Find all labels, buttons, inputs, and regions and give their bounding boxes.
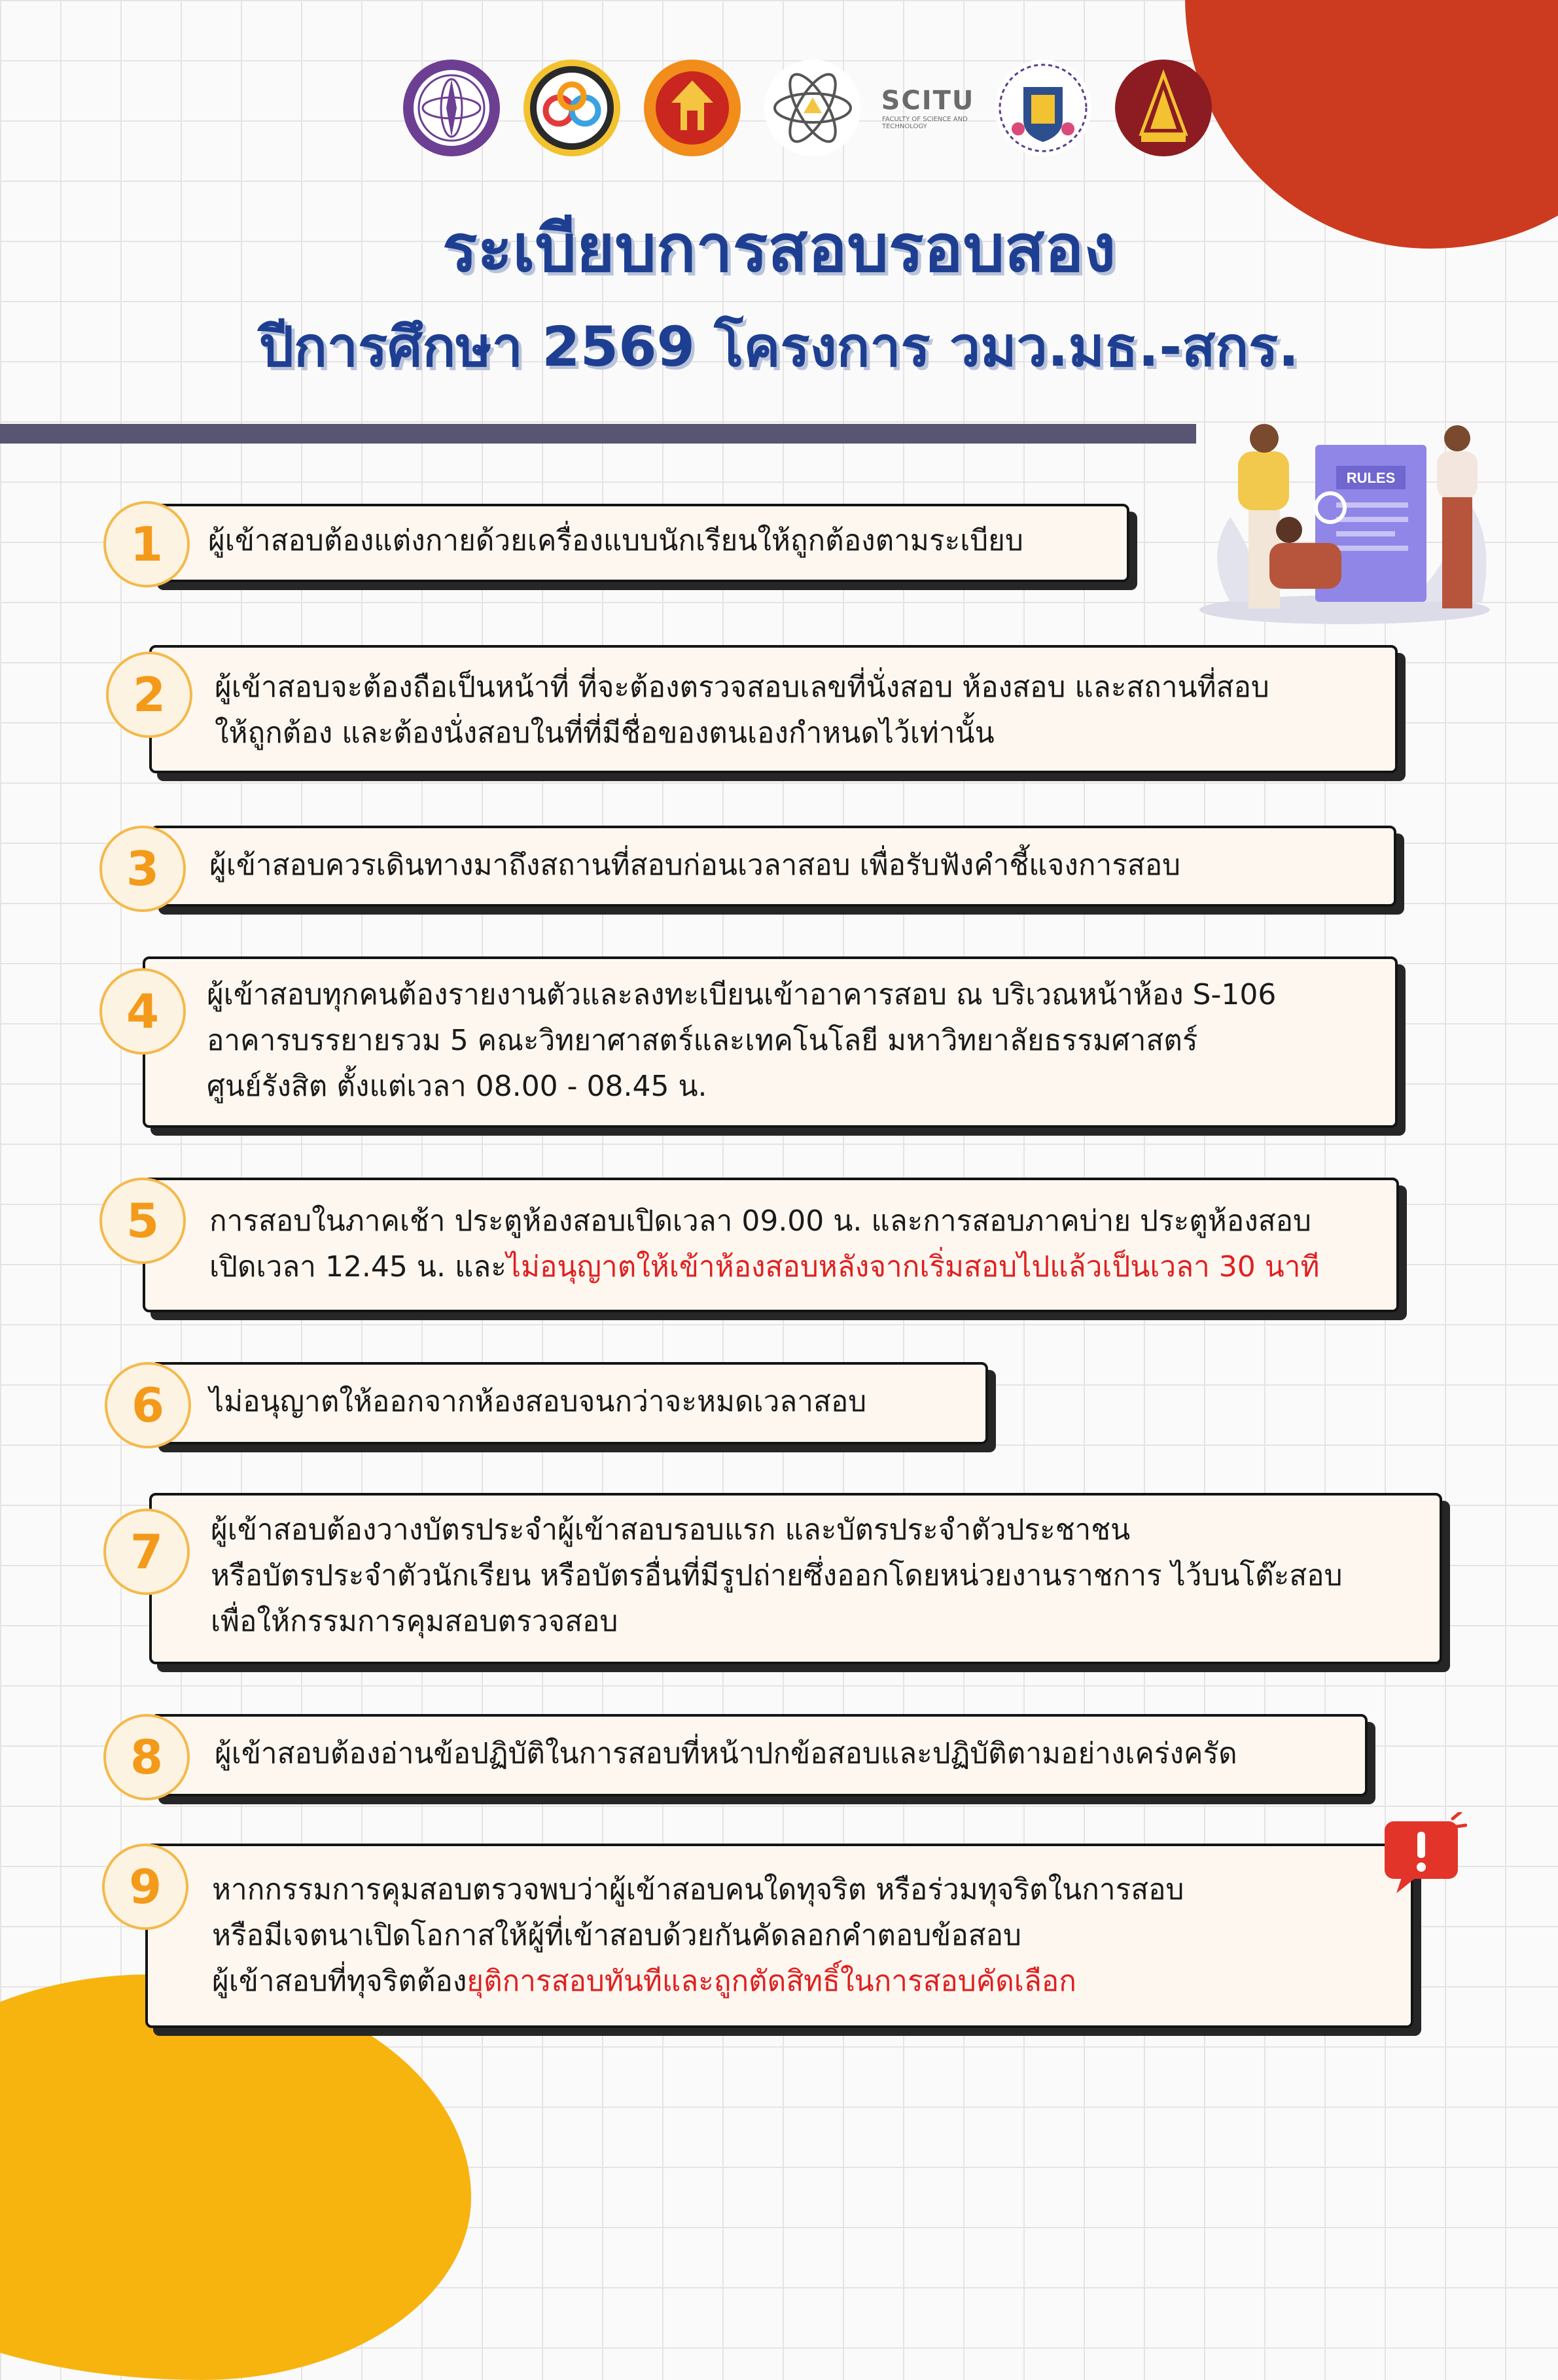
rule-text bbox=[208, 518, 1023, 564]
rule-text-segment: ผู้เข้าสอบที่ทุจริตต้อง bbox=[212, 1965, 467, 1998]
atom-logo-icon bbox=[762, 57, 864, 159]
rule-number-badge: 9 bbox=[102, 1844, 188, 1930]
rule-number-badge: 1 bbox=[103, 501, 190, 587]
rule-text-line: ผู้เข้าสอบต้องวางบัตรประจำผู้เข้าสอบรอบแรก และบัตรประจำตัวประชาชน bbox=[211, 1513, 1131, 1547]
rule-text-line: หรือมีเจตนาเปิดโอกาสให้ผู้ที่เข้าสอบด้วยกันคัดลอกคำตอบข้อสอบ bbox=[212, 1919, 1021, 1952]
rule-text-highlight: ยุติการสอบทันทีและถูกตัดสิทธิ์ในการสอบคัดเลือก bbox=[467, 1965, 1076, 1998]
rule-number-badge: 3 bbox=[99, 826, 186, 912]
rule-text-line bbox=[212, 1959, 1184, 2004]
scitu-logo-text: SCITU bbox=[881, 85, 975, 116]
rule-text-line: อาคารบรรยายรวม 5 คณะวิทยาศาสตร์และเทคโนโลยี มหาวิทยาลัยธรรมศาสตร์ bbox=[207, 1024, 1198, 1057]
rule-text-highlight: ไม่อนุญาตให้เข้าห้องสอบหลังจากเริ่มสอบไปแล้วเป็นเวลา 30 นาที bbox=[506, 1250, 1320, 1284]
rule-text-line: เพื่อให้กรรมการคุมสอบตรวจสอบ bbox=[211, 1605, 618, 1638]
scius-logo-icon bbox=[1112, 57, 1214, 159]
page-subtitle: ปีการศึกษา 2569 โครงการ วมว.มธ.-สกร. bbox=[258, 315, 1300, 379]
rule-number-badge: 2 bbox=[106, 652, 192, 738]
rule-text bbox=[212, 1867, 1184, 2004]
rule-item-3 bbox=[99, 823, 1408, 915]
rule-text-segment: เปิดเวลา 12.45 น. และ bbox=[209, 1250, 506, 1284]
rule-text-line: ผู้เข้าสอบต้องแต่งกายด้วยเครื่องแบบนักเรียนให้ถูกต้องตามระเบียบ bbox=[208, 524, 1023, 557]
rule-text bbox=[209, 1379, 866, 1425]
rule-item-6 bbox=[105, 1362, 1125, 1454]
rule-text-line bbox=[209, 1244, 1320, 1290]
page-title: ระเบียบการสอบรอบสอง bbox=[442, 210, 1116, 287]
rule-item-1 bbox=[103, 499, 1137, 590]
rule-text bbox=[207, 972, 1276, 1110]
rule-text-line: ไม่อนุญาตให้ออกจากห้องสอบจนกว่าจะหมดเวลาสอบ bbox=[209, 1385, 867, 1418]
rule-text-line: ผู้เข้าสอบต้องอ่านข้อปฏิบัติในการสอบที่หน้าปกข้อสอบและปฏิบัติตามอย่างเคร่งครัด bbox=[215, 1737, 1237, 1770]
wmw-logo-icon bbox=[521, 57, 623, 159]
exclamation-alert-icon bbox=[1382, 1812, 1467, 1897]
rule-text bbox=[215, 1731, 1237, 1777]
rule-number-badge: 4 bbox=[99, 968, 186, 1055]
rule-text-line: ผู้เข้าสอบควรเดินทางมาถึงสถานที่สอบก่อนเวลาสอบ เพื่อรับฟังคำชี้แจงการสอบ bbox=[209, 849, 1181, 882]
rule-number-badge: 7 bbox=[103, 1509, 190, 1595]
rule-item-8 bbox=[103, 1711, 1412, 1803]
rules-board-people-icon bbox=[1191, 393, 1498, 628]
rule-item-2 bbox=[106, 645, 1415, 782]
rule-item-9 bbox=[102, 1844, 1437, 2033]
thammasat-university-seal-icon bbox=[641, 57, 743, 159]
logo-row bbox=[400, 54, 1214, 162]
rule-text-line: ศูนย์รังสิต ตั้งแต่เวลา 08.00 - 08.45 น. bbox=[207, 1070, 707, 1103]
rule-item-4 bbox=[99, 956, 1408, 1133]
divider-bar bbox=[0, 424, 1196, 444]
rule-text-line: ให้ถูกต้อง และต้องนั่งสอบในที่ที่มีชื่อของตนเองกำหนดไว้เท่านั้น bbox=[215, 716, 995, 750]
rule-text bbox=[211, 1507, 1343, 1645]
rule-text-line: หากกรรมการคุมสอบตรวจพบว่าผู้เข้าสอบคนใดทุจริต หรือร่วมทุจริตในการสอบ bbox=[212, 1873, 1184, 1906]
rule-text bbox=[209, 1199, 1320, 1290]
rule-text-line: ผู้เข้าสอบจะต้องถือเป็นหน้าที่ ที่จะต้องตรวจสอบเลขที่นั่งสอบ ห้องสอบ และสถานที่สอบ bbox=[215, 671, 1269, 704]
tu-science-seal-icon bbox=[400, 57, 503, 159]
rule-text-line: หรือบัตรประจำตัวนักเรียน หรือบัตรอื่นที่มีรูปถ่ายซึ่งออกโดยหน่วยงานราชการ ไว้บนโต๊ะสอบ bbox=[211, 1559, 1343, 1592]
rule-number-badge: 8 bbox=[103, 1714, 190, 1800]
rule-item-7 bbox=[103, 1493, 1451, 1670]
rule-number-badge: 6 bbox=[105, 1362, 191, 1448]
rules-board-label: RULES bbox=[1346, 470, 1396, 486]
rule-item-5 bbox=[99, 1178, 1415, 1321]
rule-number-badge: 5 bbox=[99, 1178, 186, 1264]
rule-text bbox=[209, 843, 1180, 888]
decorative-blob-bottom-left bbox=[0, 1974, 471, 2380]
school-crest-icon bbox=[992, 57, 1094, 159]
rule-text-line: การสอบในภาคเช้า ประตูห้องสอบเปิดเวลา 09.00 น. และการสอบภาคบ่าย ประตูห้องสอบ bbox=[209, 1204, 1311, 1238]
scitu-logo-icon: SCITU FACULTY OF SCIENCE AND TECHNOLOGY bbox=[881, 85, 975, 130]
rule-text-line: ผู้เข้าสอบทุกคนต้องรายงานตัวและลงทะเบียนเข้าอาคารสอบ ณ บริเวณหน้าห้อง S-106 bbox=[207, 978, 1277, 1011]
rule-text bbox=[215, 665, 1269, 756]
